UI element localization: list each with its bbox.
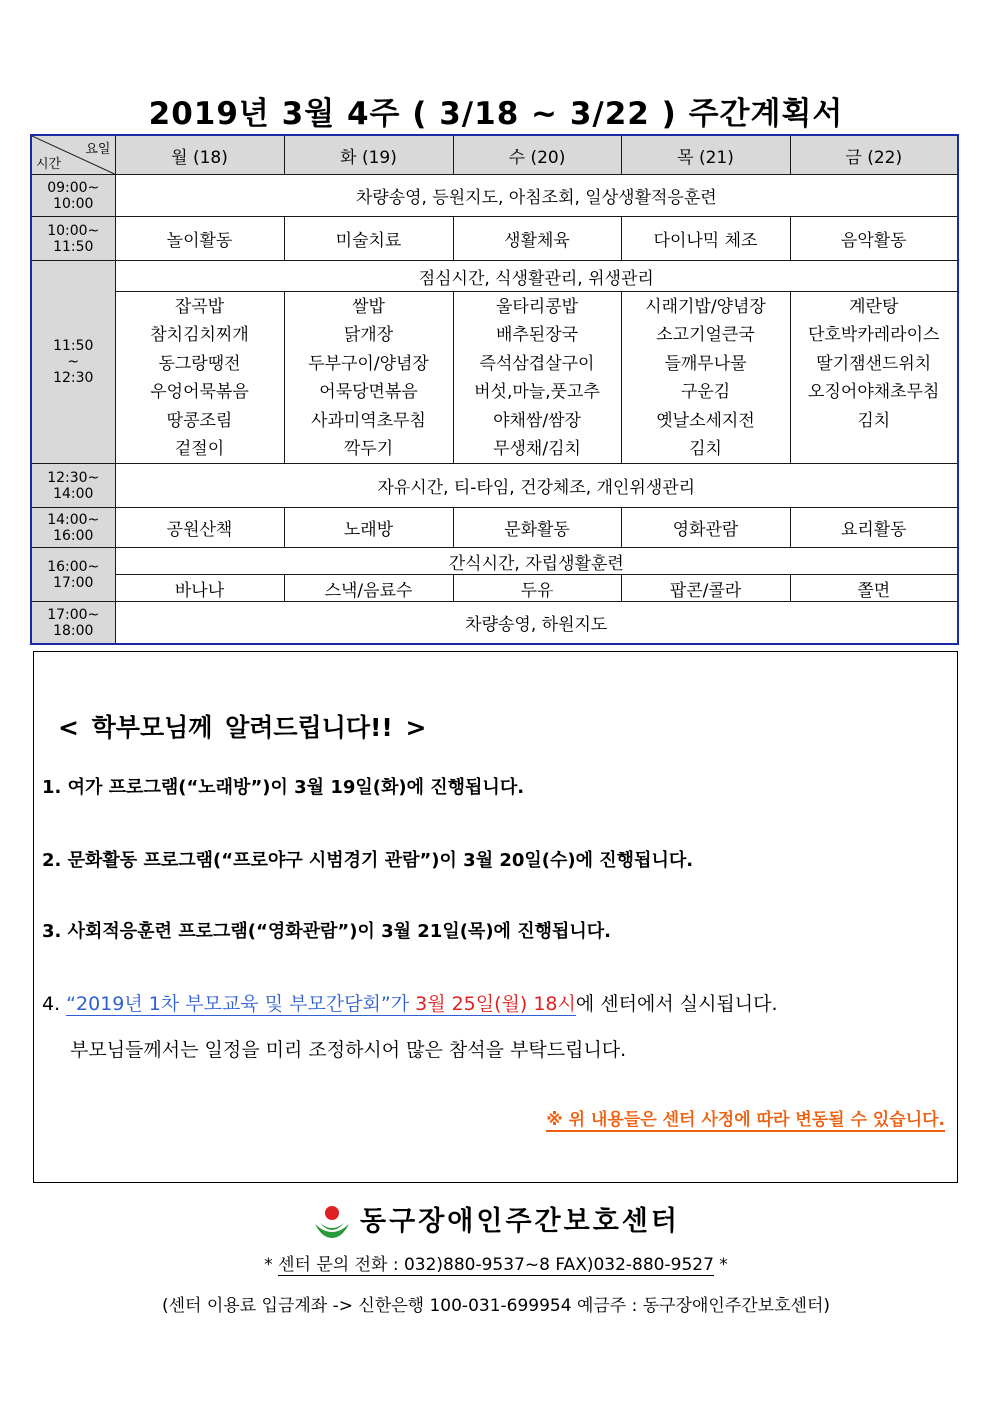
lunch-menu-fri [790,292,958,464]
menu-item: 잡곡밥 [174,297,225,317]
snack-wed: 두유 [453,575,621,602]
activity-1700: 차량송영, 하원지도 [115,602,958,644]
activity-1000-fri: 음악활동 [790,217,958,261]
activity-1400-wed: 문화활동 [453,508,621,548]
row-0900 [31,175,958,217]
menu-item: 두부구이/양념장 [308,353,429,374]
menu-item: 옛날소세지전 [656,410,755,431]
activity-1230: 자유시간, 티-타임, 건강체조, 개인위생관리 [115,464,958,508]
lunch-menu-wed [453,292,621,464]
row-1600-snacks [31,575,958,602]
notice-caution: ※ 위 내용들은 센터 사정에 따라 변동될 수 있습니다. [546,1105,945,1132]
time-cell-1150: 11:50 ~ 12:30 [31,261,115,464]
day-header-mon: 월 (18) [115,135,284,175]
contact-info: * 센터 문의 전화 : 032)880-9537~8 FAX)032-880-9527 * [264,1255,728,1275]
time-cell-1000: 10:00~ 11:50 [31,217,115,261]
center-name: 동구장애인주간보호센터 [0,1199,992,1242]
menu-item: 우엉어묵볶음 [150,382,249,403]
snack-fri: 쫄면 [790,575,958,602]
menu-item: 울타리콩밥 [495,297,579,317]
day-label: 요일 [85,142,111,157]
corner-header-cell [31,135,115,175]
notice-item-4-line2: 부모님들께서는 일정을 미리 조정하시어 많은 참석을 부탁드립니다. [70,1039,627,1061]
time-cell-0900: 09:00~ 10:00 [31,175,115,217]
row-1150-menus [31,292,958,464]
activity-1400-tue: 노래방 [284,508,453,548]
time-cell-1600: 16:00~ 17:00 [31,548,115,602]
snack-tue: 스낵/음료수 [284,575,453,602]
row-1600-title [31,548,958,575]
menu-item: 딸기잼샌드위치 [816,353,932,374]
menu-item: 계란탕 [849,297,899,317]
lunch-menu-mon [115,292,284,464]
bank-account-info: (센터 이용료 입금계좌 -> 신한은행 100-031-699954 예금주 : 동구장애인주간보호센터) [161,1296,831,1316]
menu-item: 단호박카레라이스 [808,325,940,346]
row-1150-title [31,261,958,292]
row-1230 [31,464,958,508]
menu-item: 즉석삼겹살구이 [479,353,595,374]
weekly-schedule-table [30,134,959,645]
snack-title: 간식시간, 자립생활훈련 [115,548,958,575]
menu-item: 야채쌈/쌈장 [493,410,581,431]
menu-item: 동그랑땡전 [158,353,241,374]
menu-item: 배추된장국 [495,325,579,346]
activity-1400-fri: 요리활동 [790,508,958,548]
menu-item: 겉절이 [174,439,225,460]
lunch-menu-thu [621,292,790,464]
menu-item: 김치 [857,410,891,431]
snack-mon: 바나나 [115,575,284,602]
menu-item: 구운김 [680,382,731,403]
menu-item: 닭개장 [343,325,394,346]
activity-1000-tue: 미술치료 [284,217,453,261]
notice-event-date: 3월 25일(월) 18시 [415,993,576,1015]
row-1400 [31,508,958,548]
activity-1400-thu: 영화관람 [621,508,790,548]
menu-item: 쌀밥 [352,297,385,317]
menu-item: 시래기밥/양념장 [645,297,766,317]
menu-item: 어묵당면볶음 [319,382,418,403]
menu-item: 버섯,마늘,풋고추 [474,382,600,403]
menu-item: 김치 [689,439,722,460]
activity-1000-wed: 생활체육 [453,217,621,261]
time-cell-1400: 14:00~ 16:00 [31,508,115,548]
time-cell-1230: 12:30~ 14:00 [31,464,115,508]
notice-item-4: 4. “2019년 1차 부모교육 및 부모간담회”가 3월 25일(월) 18시에 센터에서 실시됩니다. [42,993,778,1015]
menu-item: 참치김치찌개 [150,325,249,346]
time-cell-1700: 17:00~ 18:00 [31,602,115,644]
menu-item: 들깨무나물 [664,353,747,374]
header-row [31,135,958,175]
row-1700 [31,602,958,644]
menu-item: 오징어야채초무침 [808,382,940,403]
snack-thu: 팝콘/콜라 [621,575,790,602]
center-logo-icon [312,1204,352,1242]
row-1000 [31,217,958,261]
notice-event-name: “2019년 1차 부모교육 및 부모간담회”가 [66,993,416,1015]
notice-item-4-highlight [66,993,576,1016]
menu-item: 사과미역초무침 [311,410,426,431]
activity-1000-thu: 다이나믹 체조 [621,217,790,261]
lunch-menu-tue [284,292,453,464]
activity-0900: 차량송영, 등원지도, 아침조회, 일상생활적응훈련 [115,175,958,217]
lunch-title: 점심시간, 식생활관리, 위생관리 [115,261,958,292]
menu-item: 땅콩조림 [166,410,233,431]
day-header-tue: 화 (19) [284,135,453,175]
time-label: 시간 [36,157,62,172]
page-title: 2019년 3월 4주 ( 3/18 ~ 3/22 ) 주간계획서 [0,88,992,133]
day-header-thu: 목 (21) [621,135,790,175]
activity-1000-mon: 놀이활동 [115,217,284,261]
menu-item: 소고기얼큰국 [656,325,755,346]
notice-item-2: 2. 문화활동 프로그램(“프로야구 시범경기 관람”)이 3월 20일(수)에 진행됩니다. [42,850,694,871]
activity-1400-mon: 공원산책 [115,508,284,548]
notice-item-1: 1. 여가 프로그램(“노래방”)이 3월 19일(화)에 진행됩니다. [42,777,525,798]
notice-title: < 학부모님께 알려드립니다!! > [58,713,427,742]
menu-item: 무생채/김치 [493,439,581,460]
day-header-fri: 금 (22) [790,135,958,175]
day-header-wed: 수 (20) [453,135,621,175]
menu-item: 깍두기 [343,439,394,460]
parent-notice-box [33,651,958,1183]
notice-item-3: 3. 사회적응훈련 프로그램(“영화관람”)이 3월 21일(목)에 진행됩니다. [42,921,611,942]
